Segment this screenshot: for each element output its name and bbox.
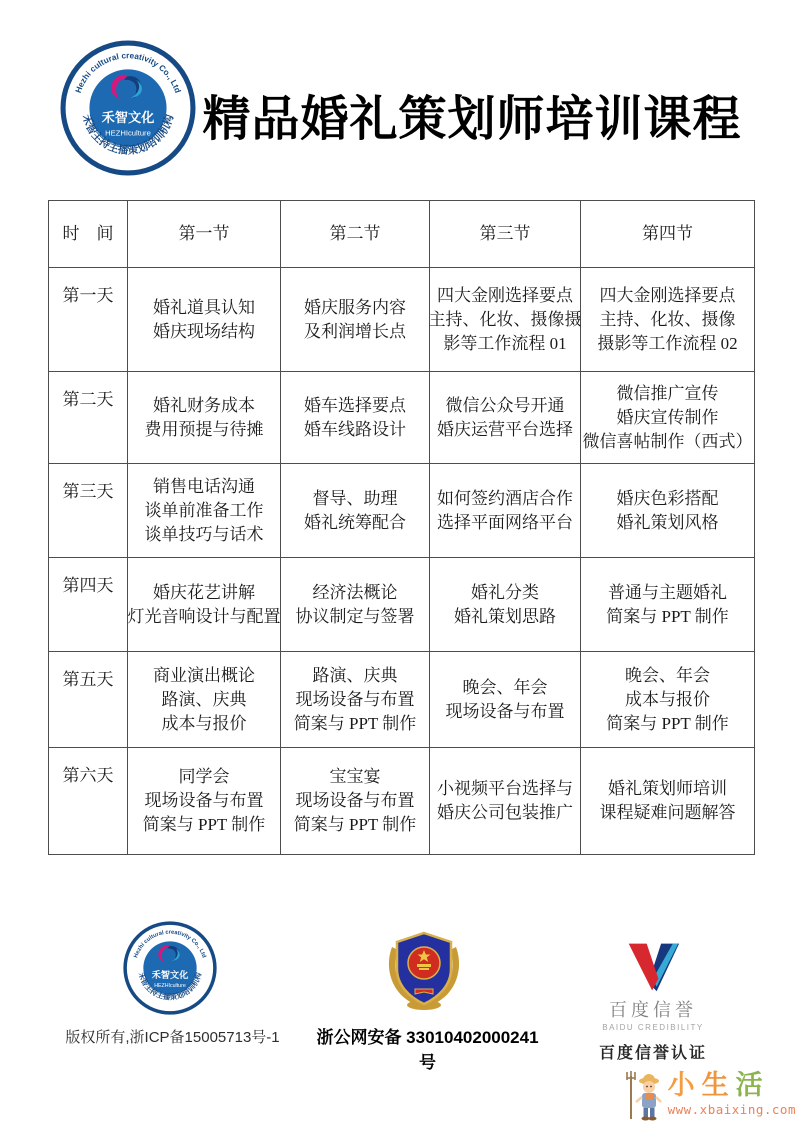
- course-cell: [581, 464, 754, 557]
- baidu-credibility-block: [588, 940, 718, 1063]
- session-column-header: 第一节: [128, 201, 281, 267]
- course-cell: [430, 652, 581, 747]
- course-line: 婚庆公司包装推广: [437, 803, 573, 822]
- course-line: 谈单技巧与话术: [144, 524, 264, 544]
- course-line: 婚庆色彩搭配: [616, 488, 719, 508]
- session-column-header: 第二节: [281, 201, 430, 267]
- course-cell: [281, 558, 430, 651]
- table-row: [49, 464, 754, 558]
- course-cell: [281, 652, 430, 747]
- course-line: 现场设备与布置: [144, 791, 264, 810]
- course-line: 小视频平台选择与: [437, 779, 573, 798]
- course-cell: [281, 372, 430, 463]
- day-cell: 第四天: [49, 558, 128, 651]
- police-record-text: 浙公网安备 33010402000241号: [316, 1028, 539, 1072]
- watermark-text-block: [668, 1070, 796, 1117]
- course-line: 及利润增长点: [304, 321, 406, 341]
- course-cell: [128, 748, 281, 854]
- course-line: 影等工作流程 01: [443, 333, 567, 353]
- copyright-text: 版权所有,浙ICP备15005713号-1: [65, 1029, 280, 1046]
- day-cell: 第六天: [49, 748, 128, 854]
- course-cell: [128, 558, 281, 651]
- course-cell: [581, 268, 754, 371]
- course-line: 四大金刚选择要点: [599, 285, 736, 305]
- baidu-cert-label: 百度信誉认证: [598, 1045, 707, 1062]
- course-table: [48, 200, 755, 855]
- watermark-char: 小: [667, 1070, 702, 1100]
- course-line: 四大金刚选择要点: [437, 285, 573, 305]
- course-line: 路演、庆典: [161, 689, 247, 709]
- course-cell: [581, 372, 754, 463]
- watermark-char: 生: [701, 1070, 736, 1100]
- day-cell: 第二天: [49, 372, 128, 463]
- time-column-header: 时 间: [49, 201, 128, 267]
- course-line: 经济法概论: [312, 582, 398, 602]
- course-line: 婚车选择要点: [304, 395, 406, 415]
- course-line: 摄影等工作流程 02: [597, 333, 738, 353]
- baidu-credibility-en: BAIDU CREDIBILITY: [602, 1023, 704, 1032]
- course-cell: [430, 558, 581, 651]
- course-line: 微信喜帖制作（西式）: [582, 431, 753, 451]
- course-line: 现场设备与布置: [295, 791, 415, 810]
- course-line: 婚庆服务内容: [304, 297, 406, 317]
- course-line: 灯光音响设计与配置: [127, 606, 281, 626]
- course-cell: [581, 652, 754, 747]
- course-line: 主持、化妆、摄像摄: [428, 309, 582, 329]
- course-line: 谈单前准备工作: [144, 500, 264, 520]
- course-line: 选择平面网络平台: [437, 512, 573, 532]
- police-badge-icon: [379, 923, 469, 1013]
- course-cell: [430, 372, 581, 463]
- session-column-header: 第三节: [430, 201, 581, 267]
- course-line: 婚礼道具认知: [153, 297, 255, 317]
- farmer-cartoon-icon: [624, 1070, 666, 1122]
- course-line: 婚庆运营平台选择: [437, 419, 573, 439]
- course-cell: [581, 558, 754, 651]
- course-line: 费用预提与待摊: [144, 419, 264, 439]
- watermark-url: www.xbaixing.com: [667, 1102, 796, 1117]
- course-line: 简案与 PPT 制作: [142, 815, 266, 834]
- table-row: [49, 268, 754, 372]
- course-line: 婚车线路设计: [304, 419, 406, 439]
- table-row: [49, 748, 754, 854]
- course-cell: [430, 268, 581, 371]
- course-line: 成本与报价: [161, 713, 247, 733]
- course-line: 微信推广宣传: [616, 383, 719, 403]
- course-line: 同学会: [178, 767, 230, 786]
- course-line: 现场设备与布置: [445, 701, 565, 721]
- course-line: 婚庆花艺讲解: [153, 582, 255, 602]
- course-line: 简案与 PPT 制作: [606, 713, 729, 733]
- course-cell: [281, 748, 430, 854]
- table-header-row: [49, 201, 754, 268]
- course-line: 现场设备与布置: [295, 689, 415, 709]
- day-cell: 第一天: [49, 268, 128, 371]
- course-line: 课程疑难问题解答: [599, 803, 736, 822]
- course-cell: [128, 652, 281, 747]
- table-row: [49, 372, 754, 464]
- day-cell: 第三天: [49, 464, 128, 557]
- course-line: 婚礼策划思路: [454, 606, 556, 626]
- course-line: 普通与主题婚礼: [608, 582, 727, 602]
- course-cell: [281, 268, 430, 371]
- course-cell: [430, 748, 581, 854]
- course-line: 微信公众号开通: [445, 395, 565, 415]
- course-cell: [128, 268, 281, 371]
- baidu-credibility-cn: 百度信誉: [609, 1000, 697, 1020]
- course-line: 协议制定与签署: [295, 606, 415, 626]
- course-line: 晚会、年会: [625, 665, 710, 685]
- course-line: 婚礼策划师培训: [608, 779, 727, 798]
- table-row: [49, 558, 754, 652]
- course-cell: [581, 748, 754, 854]
- course-line: 婚礼统筹配合: [304, 512, 406, 532]
- course-cell: [430, 464, 581, 557]
- course-cell: [128, 464, 281, 557]
- course-line: 简案与 PPT 制作: [293, 713, 417, 733]
- day-cell: 第五天: [49, 652, 128, 747]
- course-line: 督导、助理: [312, 488, 398, 508]
- watermark-site-name: [668, 1070, 796, 1100]
- watermark-char: 活: [735, 1070, 770, 1100]
- course-line: 简案与 PPT 制作: [293, 815, 417, 834]
- page-title: 精品婚礼策划师培训课程: [202, 93, 742, 146]
- course-line: 路演、庆典: [312, 665, 398, 685]
- hezhi-logo: [60, 40, 196, 176]
- site-watermark: [624, 1070, 796, 1122]
- table-row: [49, 652, 754, 748]
- course-line: 如何签约酒店合作: [437, 488, 573, 508]
- course-line: 婚庆宣传制作: [616, 407, 719, 427]
- hezhi-logo-footer: [123, 921, 217, 1015]
- baidu-credibility-icon: [620, 940, 686, 994]
- course-line: 主持、化妆、摄像: [599, 309, 736, 329]
- course-line: 晚会、年会: [462, 677, 548, 697]
- course-line: 销售电话沟通: [153, 476, 255, 496]
- course-line: 婚庆现场结构: [153, 321, 255, 341]
- course-line: 婚礼财务成本: [153, 395, 255, 415]
- course-line: 宝宝宴: [329, 767, 381, 786]
- course-line: 商业演出概论: [153, 665, 255, 685]
- course-cell: [281, 464, 430, 557]
- session-column-header: 第四节: [642, 224, 693, 243]
- course-line: 简案与 PPT 制作: [606, 606, 729, 626]
- course-line: 婚礼策划风格: [616, 512, 719, 532]
- course-line: 婚礼分类: [471, 582, 539, 602]
- course-line: 成本与报价: [625, 689, 710, 709]
- course-cell: [128, 372, 281, 463]
